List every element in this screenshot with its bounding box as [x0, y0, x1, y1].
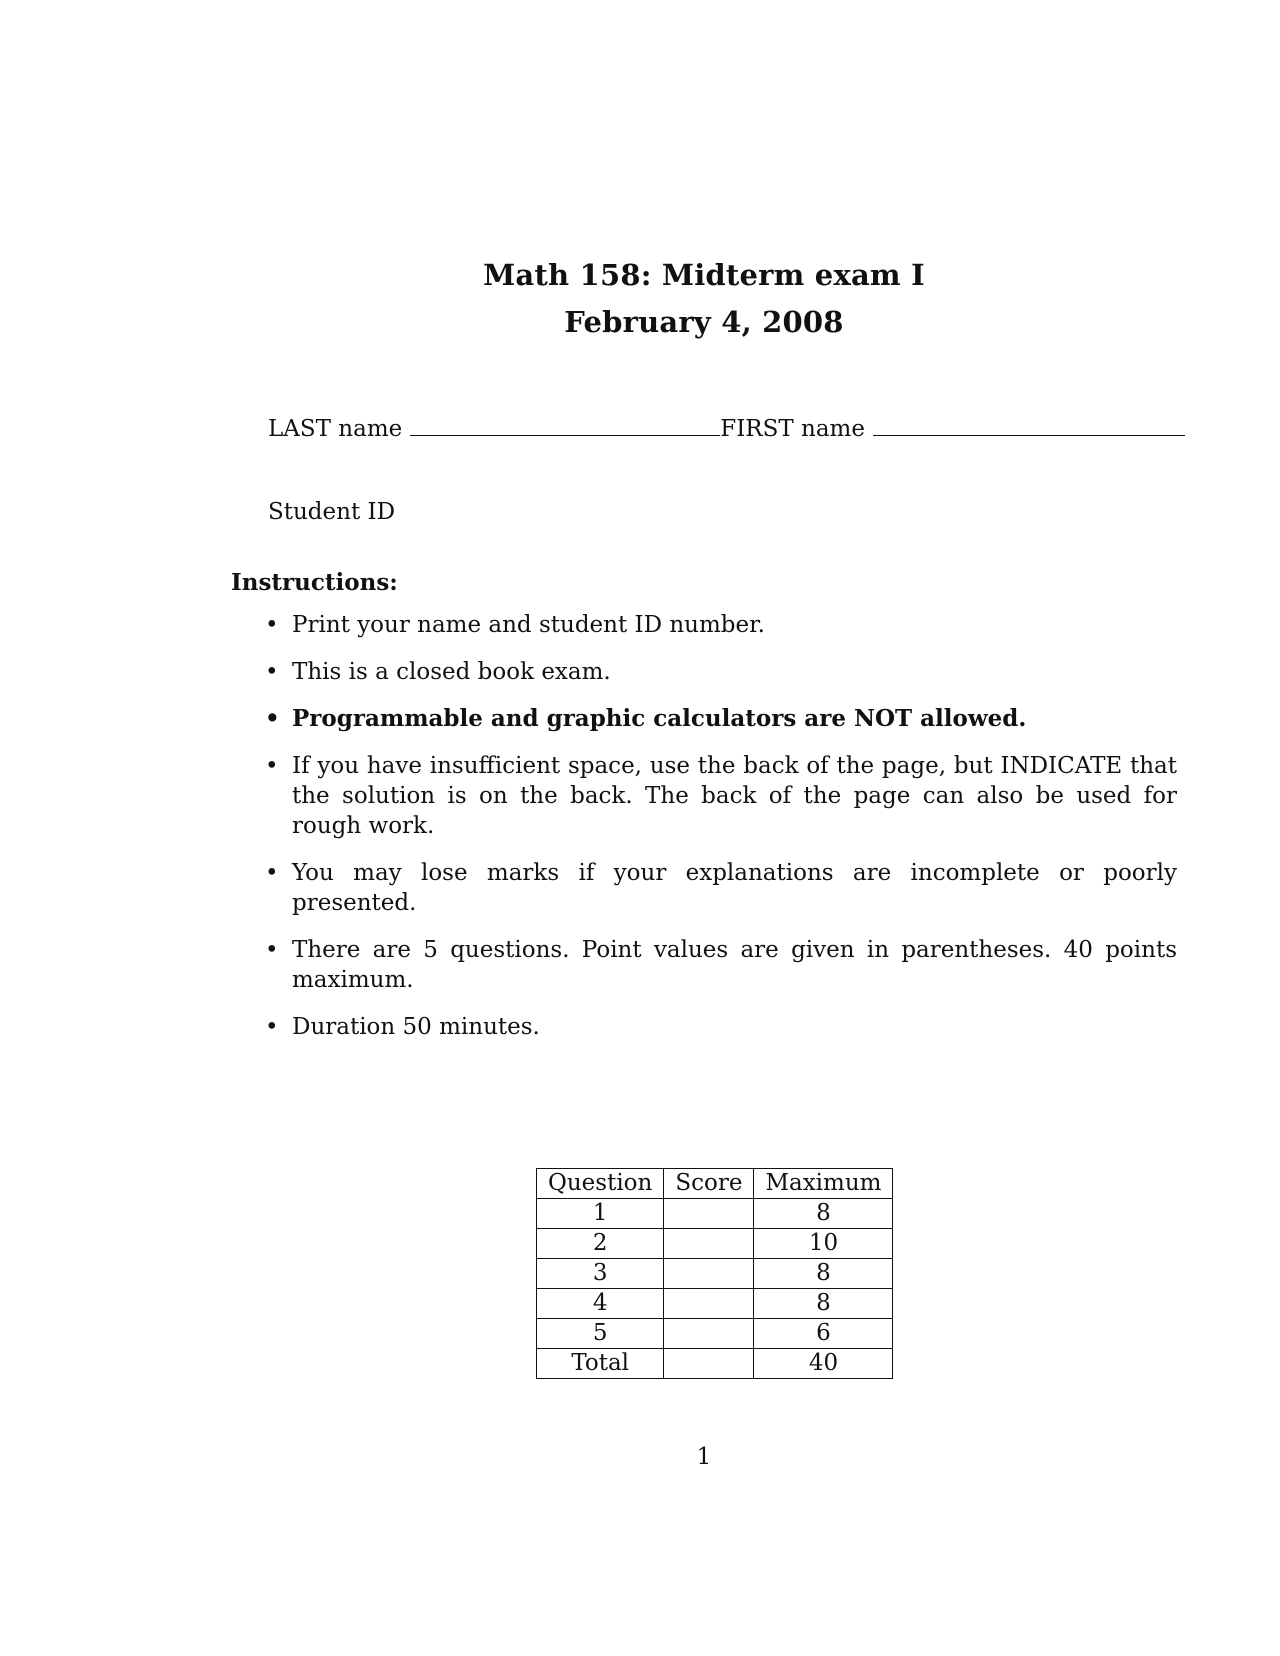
instructions-heading: Instructions:	[231, 569, 398, 596]
column-header-maximum: Maximum	[754, 1169, 893, 1199]
score-table	[536, 1168, 893, 1379]
score-cell[interactable]	[664, 1229, 754, 1259]
last-name-field[interactable]	[410, 417, 720, 436]
list-item	[265, 704, 1177, 734]
instruction-text: There are 5 questions. Point values are given in parentheses. 40 points maximum.	[292, 937, 1177, 993]
instruction-text: Programmable and graphic calculators are NOT allowed.	[292, 705, 1027, 732]
table-row	[537, 1319, 893, 1349]
bullet-icon: •	[265, 937, 279, 963]
list-item	[265, 1012, 1177, 1042]
maximum-cell-total: 40	[754, 1349, 893, 1379]
list-item	[265, 657, 1177, 687]
score-cell-total[interactable]	[664, 1349, 754, 1379]
bullet-icon: •	[265, 612, 279, 638]
question-cell-total: Total	[537, 1349, 664, 1379]
column-header-score: Score	[664, 1169, 754, 1199]
page-number: 1	[696, 1444, 712, 1470]
table-row-total	[537, 1349, 893, 1379]
exam-date: February 4, 2008	[564, 305, 844, 339]
bullet-icon: •	[265, 860, 279, 886]
instruction-text: Print your name and student ID number.	[292, 612, 765, 638]
exam-title: Math 158: Midterm exam I	[483, 258, 925, 292]
score-cell[interactable]	[664, 1319, 754, 1349]
maximum-cell: 8	[754, 1259, 893, 1289]
name-fields-row	[268, 416, 1185, 442]
list-item	[265, 751, 1177, 841]
table-header-row	[537, 1169, 893, 1199]
maximum-cell: 8	[754, 1289, 893, 1319]
question-cell: 4	[537, 1289, 664, 1319]
question-cell: 1	[537, 1199, 664, 1229]
first-name-label: FIRST name	[720, 416, 865, 442]
table-row	[537, 1229, 893, 1259]
table-row	[537, 1199, 893, 1229]
instruction-text: This is a closed book exam.	[292, 659, 611, 685]
question-cell: 2	[537, 1229, 664, 1259]
list-item	[265, 935, 1177, 995]
table-row	[537, 1259, 893, 1289]
bullet-icon: •	[265, 659, 279, 685]
score-cell[interactable]	[664, 1259, 754, 1289]
bullet-icon: •	[265, 705, 280, 732]
list-item	[265, 858, 1177, 918]
bullet-icon: •	[265, 1014, 279, 1040]
column-header-question: Question	[537, 1169, 664, 1199]
instruction-text: You may lose marks if your explanations are incomplete or poorly presented.	[292, 860, 1177, 916]
question-cell: 5	[537, 1319, 664, 1349]
bullet-icon: •	[265, 753, 279, 779]
list-item	[265, 610, 1177, 640]
instructions-list	[265, 610, 1177, 1059]
question-cell: 3	[537, 1259, 664, 1289]
table-row	[537, 1289, 893, 1319]
score-cell[interactable]	[664, 1199, 754, 1229]
maximum-cell: 6	[754, 1319, 893, 1349]
score-cell[interactable]	[664, 1289, 754, 1319]
first-name-field[interactable]	[873, 417, 1185, 436]
maximum-cell: 10	[754, 1229, 893, 1259]
instruction-text: Duration 50 minutes.	[292, 1014, 540, 1040]
last-name-label: LAST name	[268, 416, 403, 442]
instruction-text: If you have insufficient space, use the back of the page, but INDICATE that the solution is on the back. The back of the page can also be used for rough work.	[292, 753, 1177, 839]
student-id-label: Student ID	[268, 499, 396, 525]
maximum-cell: 8	[754, 1199, 893, 1229]
